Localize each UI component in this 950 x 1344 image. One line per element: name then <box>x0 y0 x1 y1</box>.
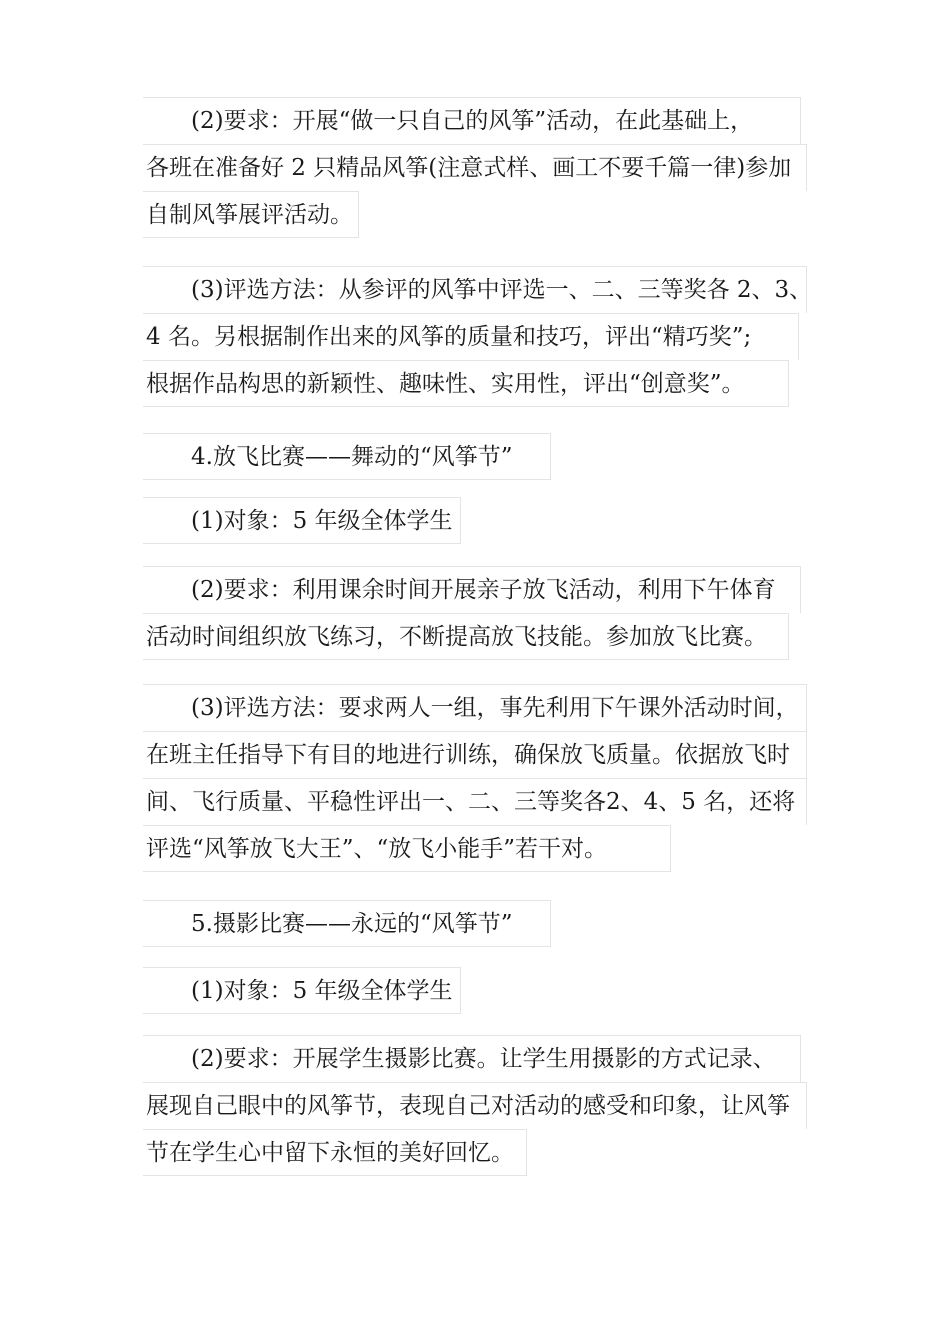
text-line: (1)对象：5 年级全体学生 <box>143 967 461 1014</box>
paragraph-photography-target <box>143 967 461 1014</box>
section-heading-photography-contest <box>143 900 551 947</box>
paragraph-kite-evaluation-method <box>143 266 813 407</box>
text-line: (2)要求：开展“做一只自己的风筝”活动，在此基础上， <box>143 97 801 144</box>
text-line: 各班在准备好 2 只精品风筝(注意式样、画工不要千篇一律)参加 <box>143 144 807 191</box>
text-line: 节在学生心中留下永恒的美好回忆。 <box>143 1129 527 1176</box>
paragraph-flying-target <box>143 497 461 544</box>
text-line: (2)要求：利用课余时间开展亲子放飞活动，利用下午体育 <box>143 566 801 613</box>
text-line: (3)评选方法：要求两人一组，事先利用下午课外活动时间， <box>143 684 807 731</box>
text-line: 4 名。另根据制作出来的风筝的质量和技巧，评出“精巧奖”; <box>143 313 799 360</box>
text-line: 自制风筝展评活动。 <box>143 191 359 238</box>
text-line: (2)要求：开展学生摄影比赛。让学生用摄影的方式记录、 <box>143 1035 801 1082</box>
section-heading-flying-contest <box>143 433 551 480</box>
text-line: 展现自己眼中的风筝节，表现自己对活动的感受和印象，让风筝 <box>143 1082 807 1129</box>
text-line: 评选“风筝放飞大王”、“放飞小能手”若干对。 <box>143 825 671 872</box>
text-line: 活动时间组织放飞练习，不断提高放飞技能。参加放飞比赛。 <box>143 613 789 660</box>
paragraph-photography-requirements <box>143 1035 807 1176</box>
paragraph-kite-making-requirements <box>143 97 807 238</box>
text-line: (1)对象：5 年级全体学生 <box>143 497 461 544</box>
text-line: 4.放飞比赛——舞动的“风筝节” <box>143 433 551 480</box>
text-line: 5.摄影比赛——永远的“风筝节” <box>143 900 551 947</box>
text-line: (3)评选方法：从参评的风筝中评选一、二、三等奖各 2、3、 <box>143 266 807 313</box>
paragraph-flying-requirements <box>143 566 801 660</box>
paragraph-flying-evaluation-method <box>143 684 807 872</box>
text-line: 根据作品构思的新颖性、趣味性、实用性，评出“创意奖”。 <box>143 360 789 407</box>
text-line: 在班主任指导下有目的地进行训练，确保放飞质量。依据放飞时 <box>143 731 807 778</box>
text-line: 间、飞行质量、平稳性评出一、二、三等奖各2、4、5 名，还将 <box>143 778 807 825</box>
